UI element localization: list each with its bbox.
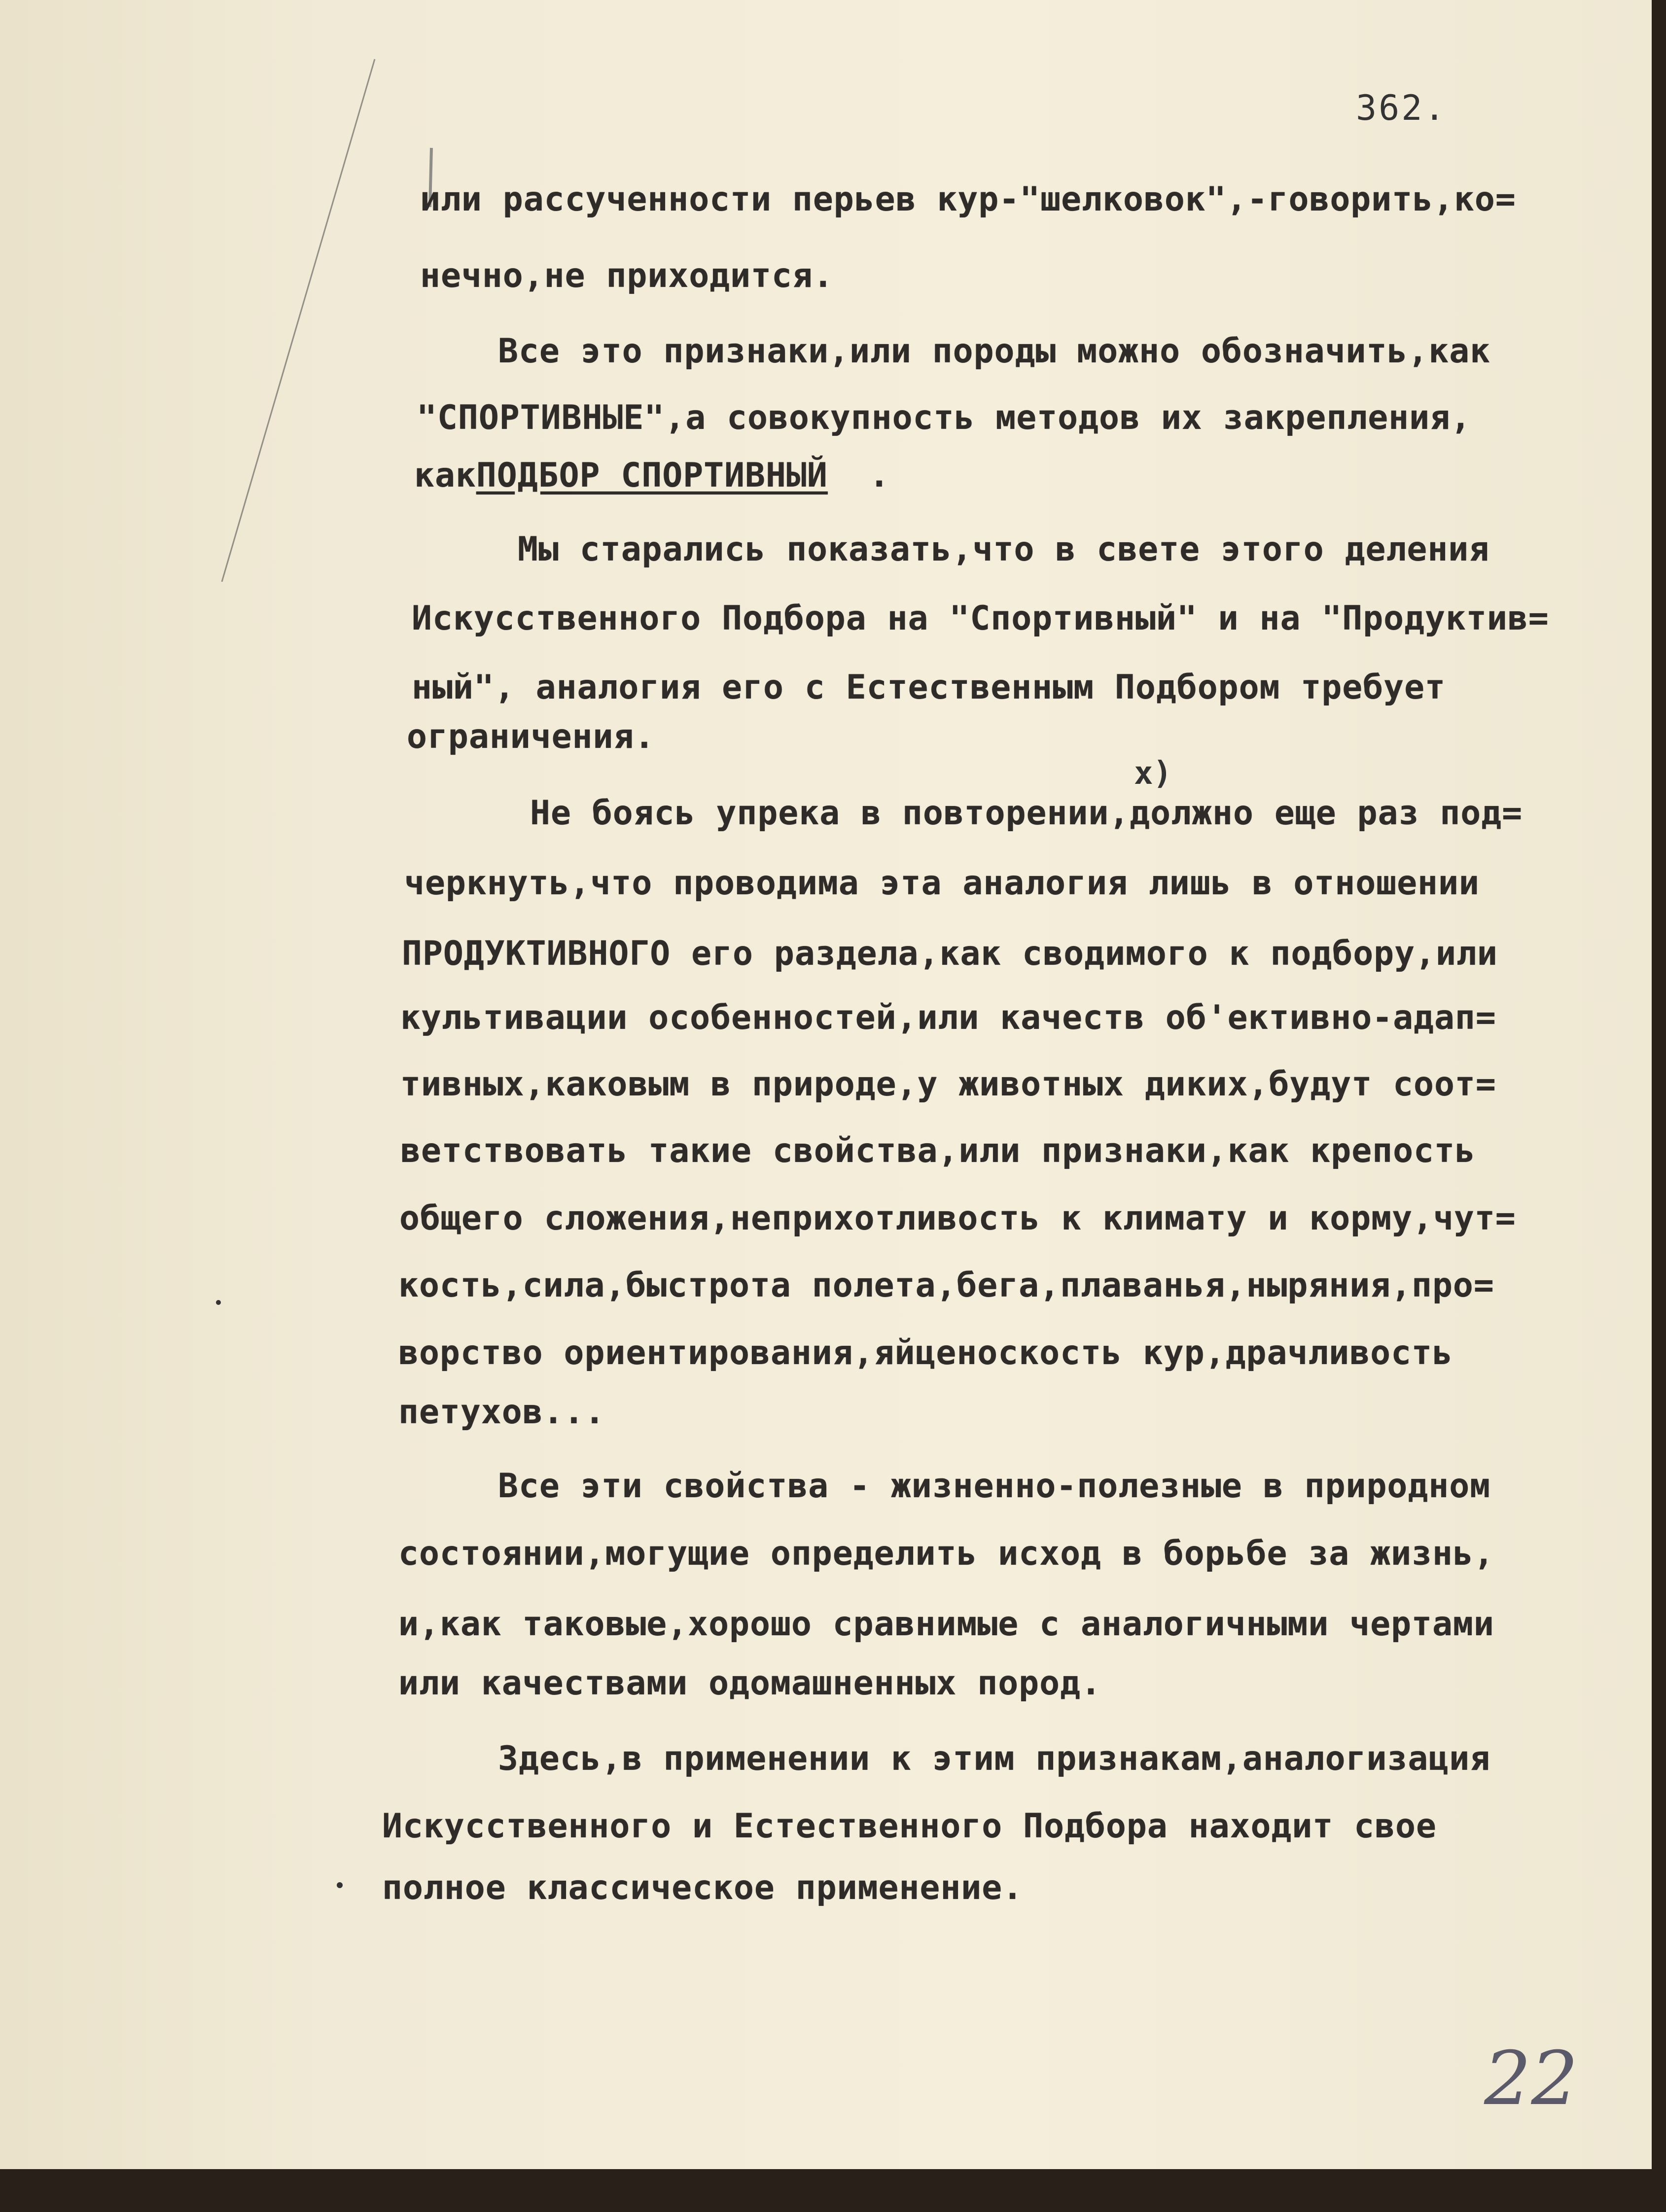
text-line-9: ограничения. <box>407 717 655 756</box>
text-line-10: Не боясь упрека в повторении,должно еще раз под= <box>530 794 1523 833</box>
text-line-3: Все это признаки,или породы можно обозначить,как <box>498 332 1491 371</box>
ink-speck <box>216 1300 221 1305</box>
text-line-8: ный", аналогия его с Естественным Подбором требует <box>412 668 1446 707</box>
ink-speck <box>337 1882 343 1888</box>
text-line-2: нечно,не приходится. <box>420 256 834 295</box>
text-line-7: Искусственного Подбора на "Спортивный" и на "Продуктив= <box>412 599 1549 638</box>
text-line-21: состоянии,могущие определить исход в борьбе за жизнь, <box>398 1534 1494 1573</box>
text-line-16: общего сложения,неприхотливость к климату и корму,чут= <box>399 1199 1516 1238</box>
text-line-11: черкнуть,что проводима эта аналогия лишь в отношении <box>404 864 1480 903</box>
text-line-17: кость,сила,быстрота полета,бега,плаванья,ныряния,про= <box>398 1266 1494 1305</box>
text-line-4: "СПОРТИВНЫЕ",а совокупность методов их закрепления, <box>417 398 1471 437</box>
page-number: 362. <box>1356 88 1447 128</box>
text-line-13: культивации особенностей,или качеств об'ективно-адап= <box>400 998 1496 1037</box>
text-line-18: ворство ориентирования,яйценоскость кур,драчливость <box>398 1334 1453 1372</box>
text-line-24: Здесь,в применении к этим признакам,аналогизация <box>498 1739 1491 1778</box>
text-line-20: Все эти свойства - жизненно-полезные в природном <box>498 1467 1491 1506</box>
handwritten-folio-number: 22 <box>1484 2036 1578 2122</box>
text-line-19: петухов... <box>398 1393 605 1432</box>
text-line-26: полное классическое применение. <box>382 1868 1024 1907</box>
text-line-14: тивных,каковым в природе,у животных диких,будут соот= <box>400 1065 1496 1104</box>
underlined-term: ПОДБОР СПОРТИВНЫЙ <box>476 456 828 495</box>
text-line-6: Мы старались показать,что в свете этого деления <box>518 530 1490 569</box>
text-line-15: ветствовать такие свойства,или признаки,как крепость <box>400 1131 1476 1170</box>
text-line-25: Искусственного и Естественного Подбора находит свое <box>382 1807 1437 1846</box>
footnote-mark: x) <box>1134 755 1172 792</box>
text-line-1: или рассученности перьев кур-"шелковок",-говорить,ко= <box>420 180 1516 219</box>
text-line-5: какПОДБОР СПОРТИВНЫЙ . <box>414 456 890 495</box>
text-line-12: ПРОДУКТИВНОГО его раздела,как сводимого к подбору,или <box>402 934 1498 973</box>
text-line-22: и,как таковые,хорошо сравнимые с аналогичными чертами <box>398 1605 1494 1644</box>
text-line-23: или качествами одомашненных пород. <box>398 1664 1101 1703</box>
